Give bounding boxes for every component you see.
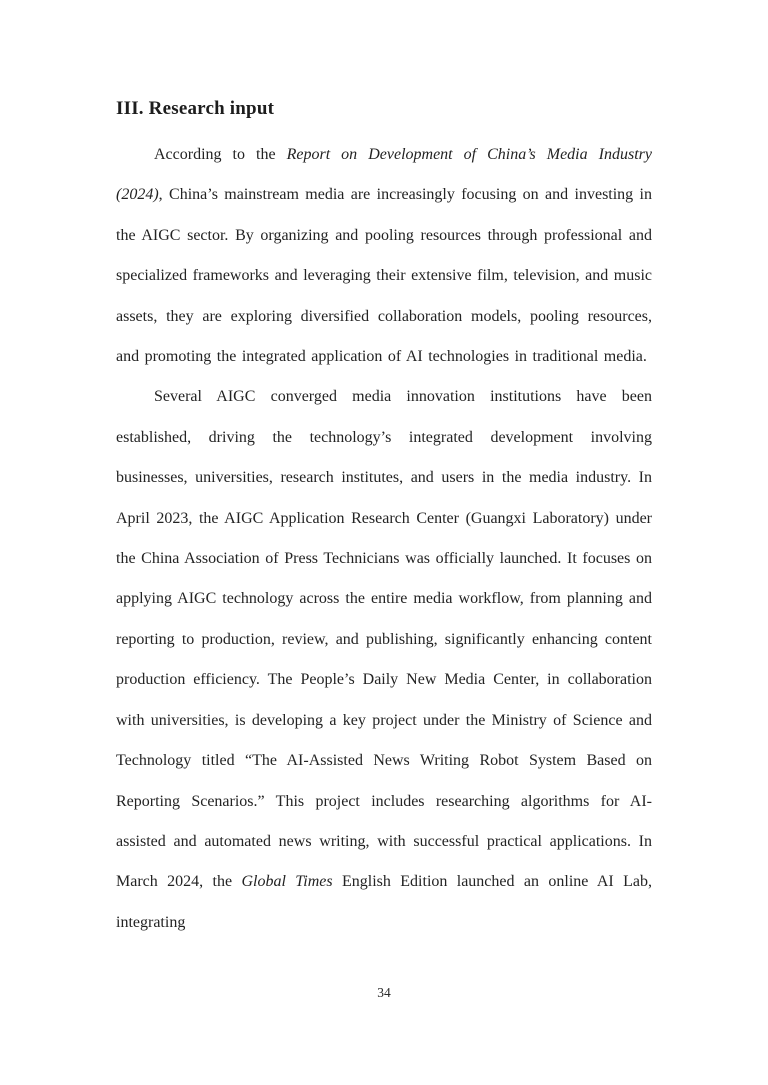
paragraph-2 xyxy=(116,377,652,943)
body-text: English Edition launched an online AI Lab, integrating xyxy=(116,873,652,931)
report-title-italic: Report on Development of China’s Media Industry (2024) xyxy=(116,146,652,204)
body-text: According to the xyxy=(154,146,287,163)
body-text: Several AIGC converged media innovation institutions have been established, driving the technology’s integrated development involving businesses, universities, research institutes, and users in the media industry. In April 2023, the AIGC Application Research Center (Guangxi Laboratory) under the China Association of Press Technicians was officially launched. It focuses on applying AIGC technology across the entire media workflow, from planning and reporting to production, review, and publishing, significantly enhancing content production efficiency. The People’s Daily New Media Center, in collaboration with universities, is developing a key project under the Ministry of Science and Technology titled “The AI-Assisted News Writing Robot System Based on Reporting Scenarios.” This project includes researching algorithms for AI-assisted and automated news writing, with successful practical applications. In March 2024, the xyxy=(116,388,652,891)
paragraph-1 xyxy=(116,135,652,377)
page-number: 34 xyxy=(377,985,391,1000)
global-times-italic: Global Times xyxy=(241,873,333,891)
body-text: , China’s mainstream media are increasingly focusing on and investing in the AIGC sector. By organizing and pooling resources through professional and specialized frameworks and leveraging their extensive film, television, and music assets, they are exploring diversified collaboration models, pooling resources, and promoting the integrated application of AI technologies in traditional media. xyxy=(116,186,652,366)
section-heading: III. Research input xyxy=(116,98,275,119)
